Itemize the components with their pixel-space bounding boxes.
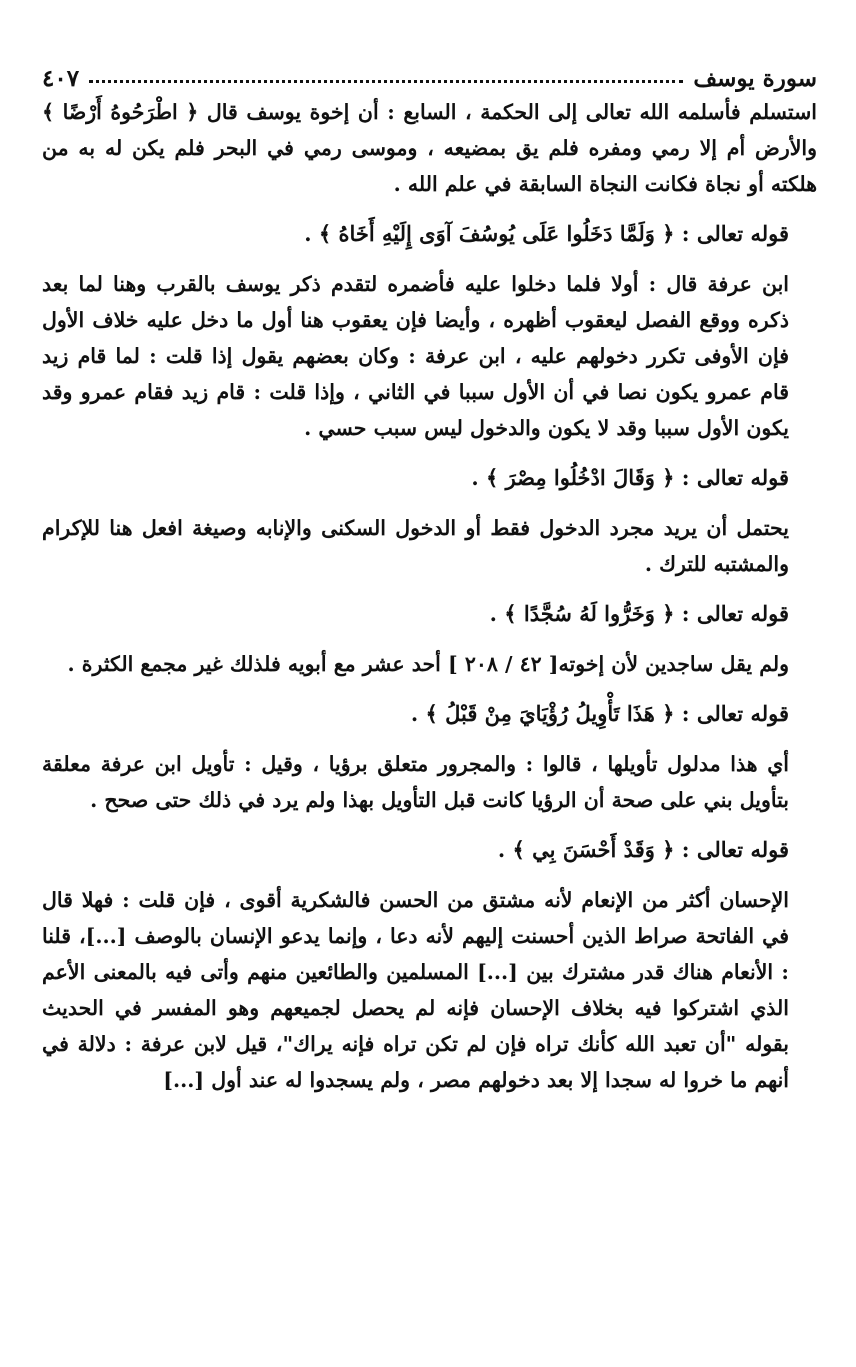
paragraph-continuation: استسلم فأسلمه الله تعالى إلى الحكمة ، السابع : أن إخوة يوسف قال ﴿ اطْرَحُوهُ أَرْضًا ﴾ والأرض أم إلا رمي ومفره فلم يق بمضيعه ، وموسى رمي في البحر فلم يكن له به من هلكته أو نجاة فكانت النجاة السابقة في علم الله . [42, 100, 817, 196]
paragraph-5: الإحسان أكثر من الإنعام لأنه مشتق من الحسن فالشكرية أقوى ، فإن قلت : فهلا قال في الفاتحة صراط الذين أحسنت إليهم لأنه دعا ، وإنما يدعو الإنسان بالوصف [...]، قلنا : الأنعام هناك قدر مشترك بين [...] المسلمين والطائعين منهم وأتى فيه بالمعنى الأعم الذي اشتركوا فيه بخلاف الإحسان فإنه لم يحصل لجميعهم وهو المفسر في الحديث بقوله "أن تعبد الله كأنك تراه فإن لم تكن تراه فإنه يراك"، قيل لابن عرفة : دلالة في أنهم ما خروا له سجدا إلا بعد دخولهم مصر ، ولم يسجدوا له عند أول [...] [42, 888, 789, 1092]
verse-heading-4: قوله تعالى : ﴿ هَذَا تَأْوِيلُ رُؤْيَايَ مِنْ قَبْلُ ﴾ . [410, 701, 789, 726]
page-header [42, 52, 817, 92]
paragraph-2: يحتمل أن يريد مجرد الدخول فقط أو الدخول السكنى والإنابه وصيغة افعل هنا للإكرام والمشتبه للترك . [42, 516, 789, 576]
verse-heading-3: قوله تعالى : ﴿ وَخَرُّوا لَهُ سُجَّدًا ﴾ . [489, 601, 789, 626]
header-dotted-leader [89, 80, 683, 83]
paragraph-3: ولم يقل ساجدين لأن إخوته[ ٤٢ / ٢٠٨ ] أحد عشر مع أبويه فلذلك غير مجمع الكثرة . [67, 652, 789, 676]
book-page [42, 52, 817, 1342]
page-number: ٤٠٧ [42, 65, 80, 92]
verse-heading-5: قوله تعالى : ﴿ وَقَدْ أَحْسَنَ بِي ﴾ . [497, 837, 789, 862]
paragraph-4: أي هذا مدلول تأويلها ، قالوا : والمجرور متعلق برؤيا ، وقيل : تأويل ابن عرفة معلقة بتأويل بني على صحة أن الرؤيا كانت قبل التأويل بهذا ولم يرد في ذلك حتى صحح . [42, 752, 789, 812]
verse-heading-1: قوله تعالى : ﴿ وَلَمَّا دَخَلُوا عَلَى يُوسُفَ آوَى إِلَيْهِ أَخَاهُ ﴾ . [304, 221, 789, 246]
paragraph-1: ابن عرفة قال : أولا فلما دخلوا عليه فأضمره لتقدم ذكر يوسف بالقرب وهنا لما بعد ذكره ووقع الفصل ليعقوب أظهره ، وأيضا فإن يعقوب هنا أول ما دخل عليه خلاف الأول فإن الأوفى تكرر دخولهم عليه ، ابن عرفة : وكان بعضهم يقول إذا قلت : لما قام زيد قام عمرو يكون نصا في أن الأول سببا في الثاني ، وإذا قلت : قام زيد فقام عمرو وقد يكون الأول سببا وقد لا يكون والدخول ليس سبب حسي . [42, 272, 789, 440]
surah-title: سورة يوسف [693, 65, 817, 92]
verse-heading-2: قوله تعالى : ﴿ وَقَالَ ادْخُلُوا مِصْرَ ﴾ . [471, 465, 789, 490]
